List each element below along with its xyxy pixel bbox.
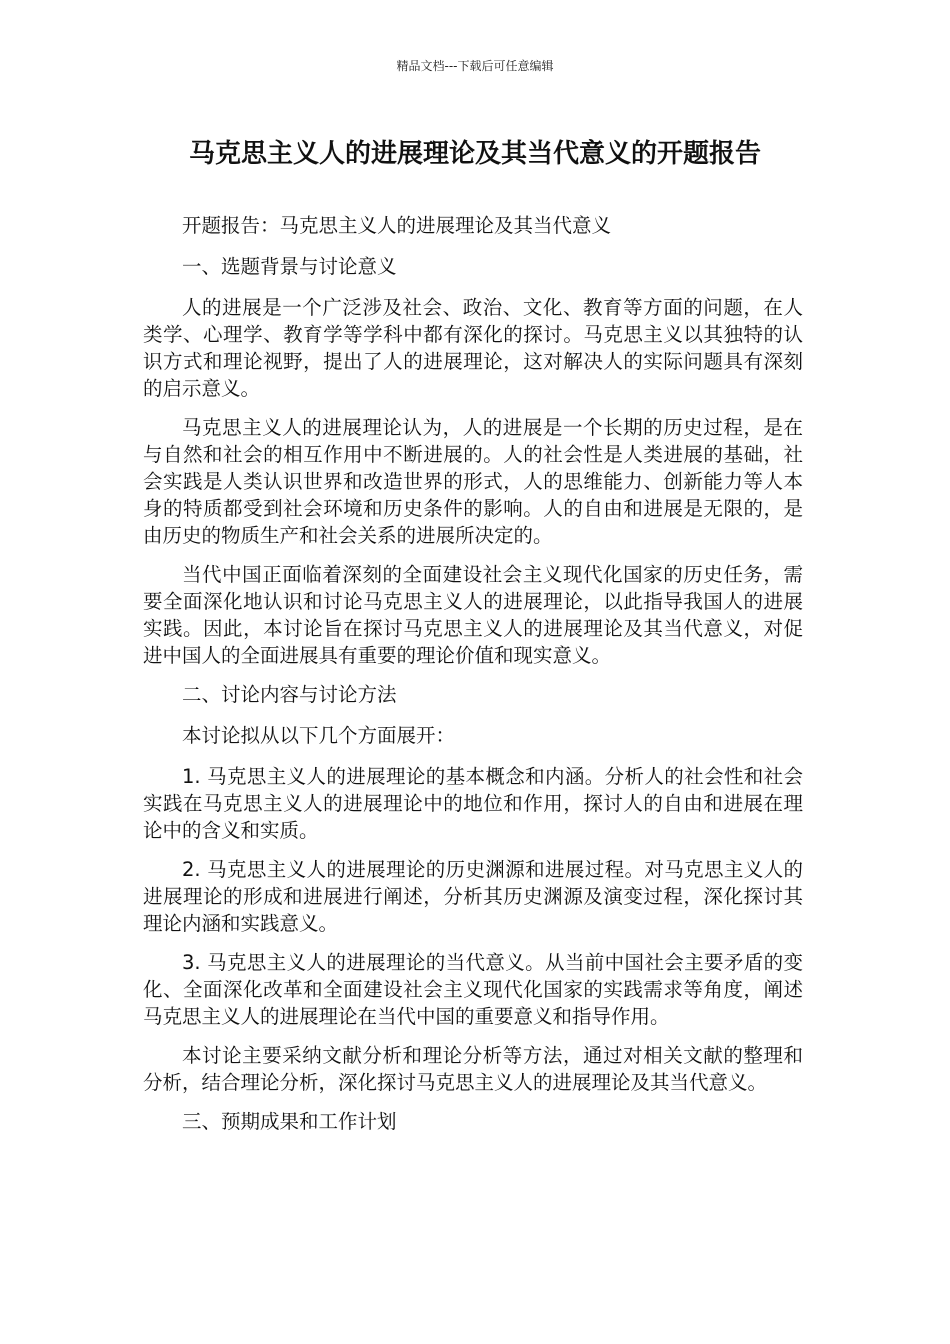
list-item-3: 3. 马克思主义人的进展理论的当代意义。从当前中国社会主要矛盾的变化、全面深化改革和全面建设社会主义现代化国家的实践需求等角度，阐述马克思主义人的进展理论在当代中国的重要意义和指导作用。: [143, 951, 803, 1028]
paragraph-background-1: 人的进展是一个广泛涉及社会、政治、文化、教育等方面的问题，在人类学、心理学、教育学等学科中都有深化的探讨。马克思主义以其独特的认识方式和理论视野，提出了人的进展理论，这对解决人的实际问题具有深刻的启示意义。: [143, 296, 803, 400]
document-body: [143, 212, 803, 1149]
section-heading-background: 一、选题背景与讨论意义: [182, 255, 397, 278]
section-heading-content-method: 二、讨论内容与讨论方法: [182, 683, 397, 706]
section-heading-outcomes-plan: 三、预期成果和工作计划: [182, 1110, 397, 1133]
list-item-2: 2. 马克思主义人的进展理论的历史渊源和进展过程。对马克思主义人的进展理论的形成和进展进行阐述，分析其历史渊源及演变过程，深化探讨其理论内涵和实践意义。: [143, 858, 803, 935]
paragraph-background-3: 当代中国正面临着深刻的全面建设社会主义现代化国家的历史任务，需要全面深化地认识和讨论马克思主义人的进展理论，以此指导我国人的进展实践。因此，本讨论旨在探讨马克思主义人的进展理论及其当代意义，对促进中国人的全面进展具有重要的理论价值和现实意义。: [143, 563, 803, 667]
header-note: 精品文档---下载后可任意编辑: [396, 59, 554, 73]
document-title: 马克思主义人的进展理论及其当代意义的开题报告: [188, 139, 761, 169]
report-subtitle: 开题报告：马克思主义人的进展理论及其当代意义: [182, 214, 612, 237]
paragraph-intro-aspects: 本讨论拟从以下几个方面展开：: [182, 724, 456, 747]
list-item-1: 1. 马克思主义人的进展理论的基本概念和内涵。分析人的社会性和社会实践在马克思主义人的进展理论中的地位和作用，探讨人的自由和进展在理论中的含义和实质。: [143, 765, 803, 842]
paragraph-background-2: 马克思主义人的进展理论认为，人的进展是一个长期的历史过程，是在与自然和社会的相互作用中不断进展的。人的社会性是人类进展的基础，社会实践是人类认识世界和改造世界的形式，人的思维能力、创新能力等人本身的特质都受到社会环境和历史条件的影响。人的自由和进展是无限的，是由历史的物质生产和社会关系的进展所决定的。: [143, 416, 803, 547]
paragraph-methods: 本讨论主要采纳文献分析和理论分析等方法，通过对相关文献的整理和分析，结合理论分析，深化探讨马克思主义人的进展理论及其当代意义。: [143, 1044, 803, 1094]
